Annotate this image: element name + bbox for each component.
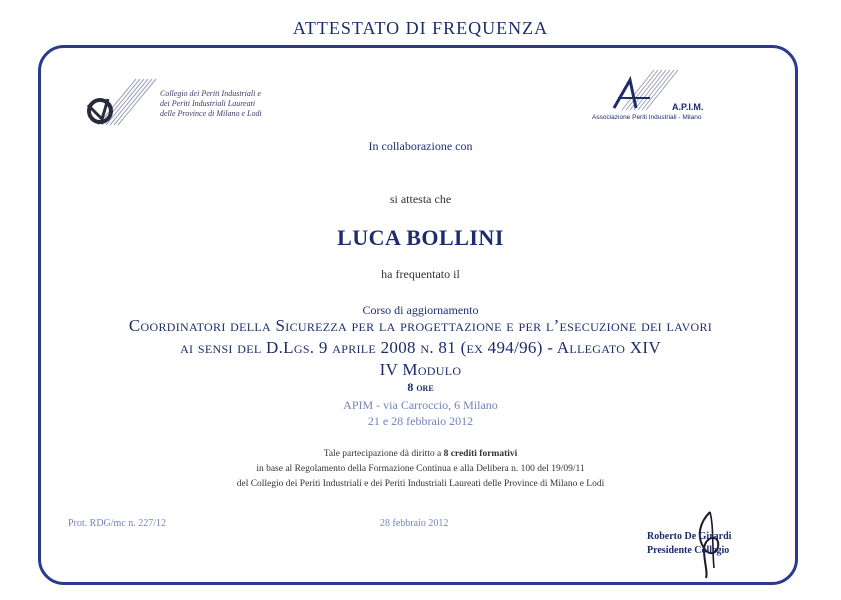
attended-text: ha frequentato il	[381, 267, 460, 281]
credits-prefix: Tale partecipazione dà diritto a	[323, 449, 444, 459]
participant-name: LUCA BOLLINI	[337, 225, 504, 250]
apim-emblem-icon	[592, 68, 682, 114]
protocol-number: Prot. RDG/mc n. 227/12	[68, 518, 167, 529]
credits-line-1	[0, 449, 841, 459]
apim-logo	[592, 68, 742, 128]
certificate-title: ATTESTATO DI FREQUENZA	[292, 18, 549, 38]
course-type: Corso di aggiornamento	[362, 303, 479, 317]
collegio-logo-line: delle Province di Milano e Lodi	[160, 109, 262, 118]
collegio-logo-line: Collegio dei Periti Industriali e	[160, 89, 261, 98]
course-title-line-1: Coordinatori della Sicurezza per la progettazione e per l’esecuzione dei lavori	[128, 316, 713, 335]
credits-amount: 8 crediti formativi	[443, 449, 518, 459]
signer-name: Roberto De Girardi	[647, 531, 732, 542]
handwritten-signature-icon	[690, 508, 730, 580]
course-hours: 8 ore	[407, 380, 434, 394]
credits-line-3: del Collegio dei Periti Industriali e dei Periti Industriali Laureati delle Province di Milano e Lodi	[236, 479, 605, 489]
signer-role: Presidente Collegio	[647, 545, 730, 556]
apim-name: A.P.I.M.	[672, 102, 704, 112]
attests-text: si attesta che	[389, 192, 452, 206]
collegio-emblem-icon	[78, 75, 158, 131]
credits-line-2: in base al Regolamento della Formazione Continua e alla Delibera n. 100 del 19/09/11	[256, 464, 585, 474]
collegio-logo	[78, 75, 298, 135]
course-module: IV Modulo	[379, 360, 462, 379]
collegio-logo-line: dei Periti Industriali Laureati	[160, 99, 256, 108]
course-title-line-2: ai sensi del D.Lgs. 9 aprile 2008 n. 81 (ex 494/96) - Allegato XIV	[180, 338, 661, 357]
course-location: APIM - via Carroccio, 6 Milano	[343, 398, 498, 412]
course-dates: 21 e 28 febbraio 2012	[367, 414, 474, 428]
apim-subtitle: Associazione Periti Industriali - Milano	[592, 114, 702, 121]
collaboration-text: In collaborazione con	[368, 139, 473, 153]
issue-date: 28 febbraio 2012	[380, 518, 449, 529]
